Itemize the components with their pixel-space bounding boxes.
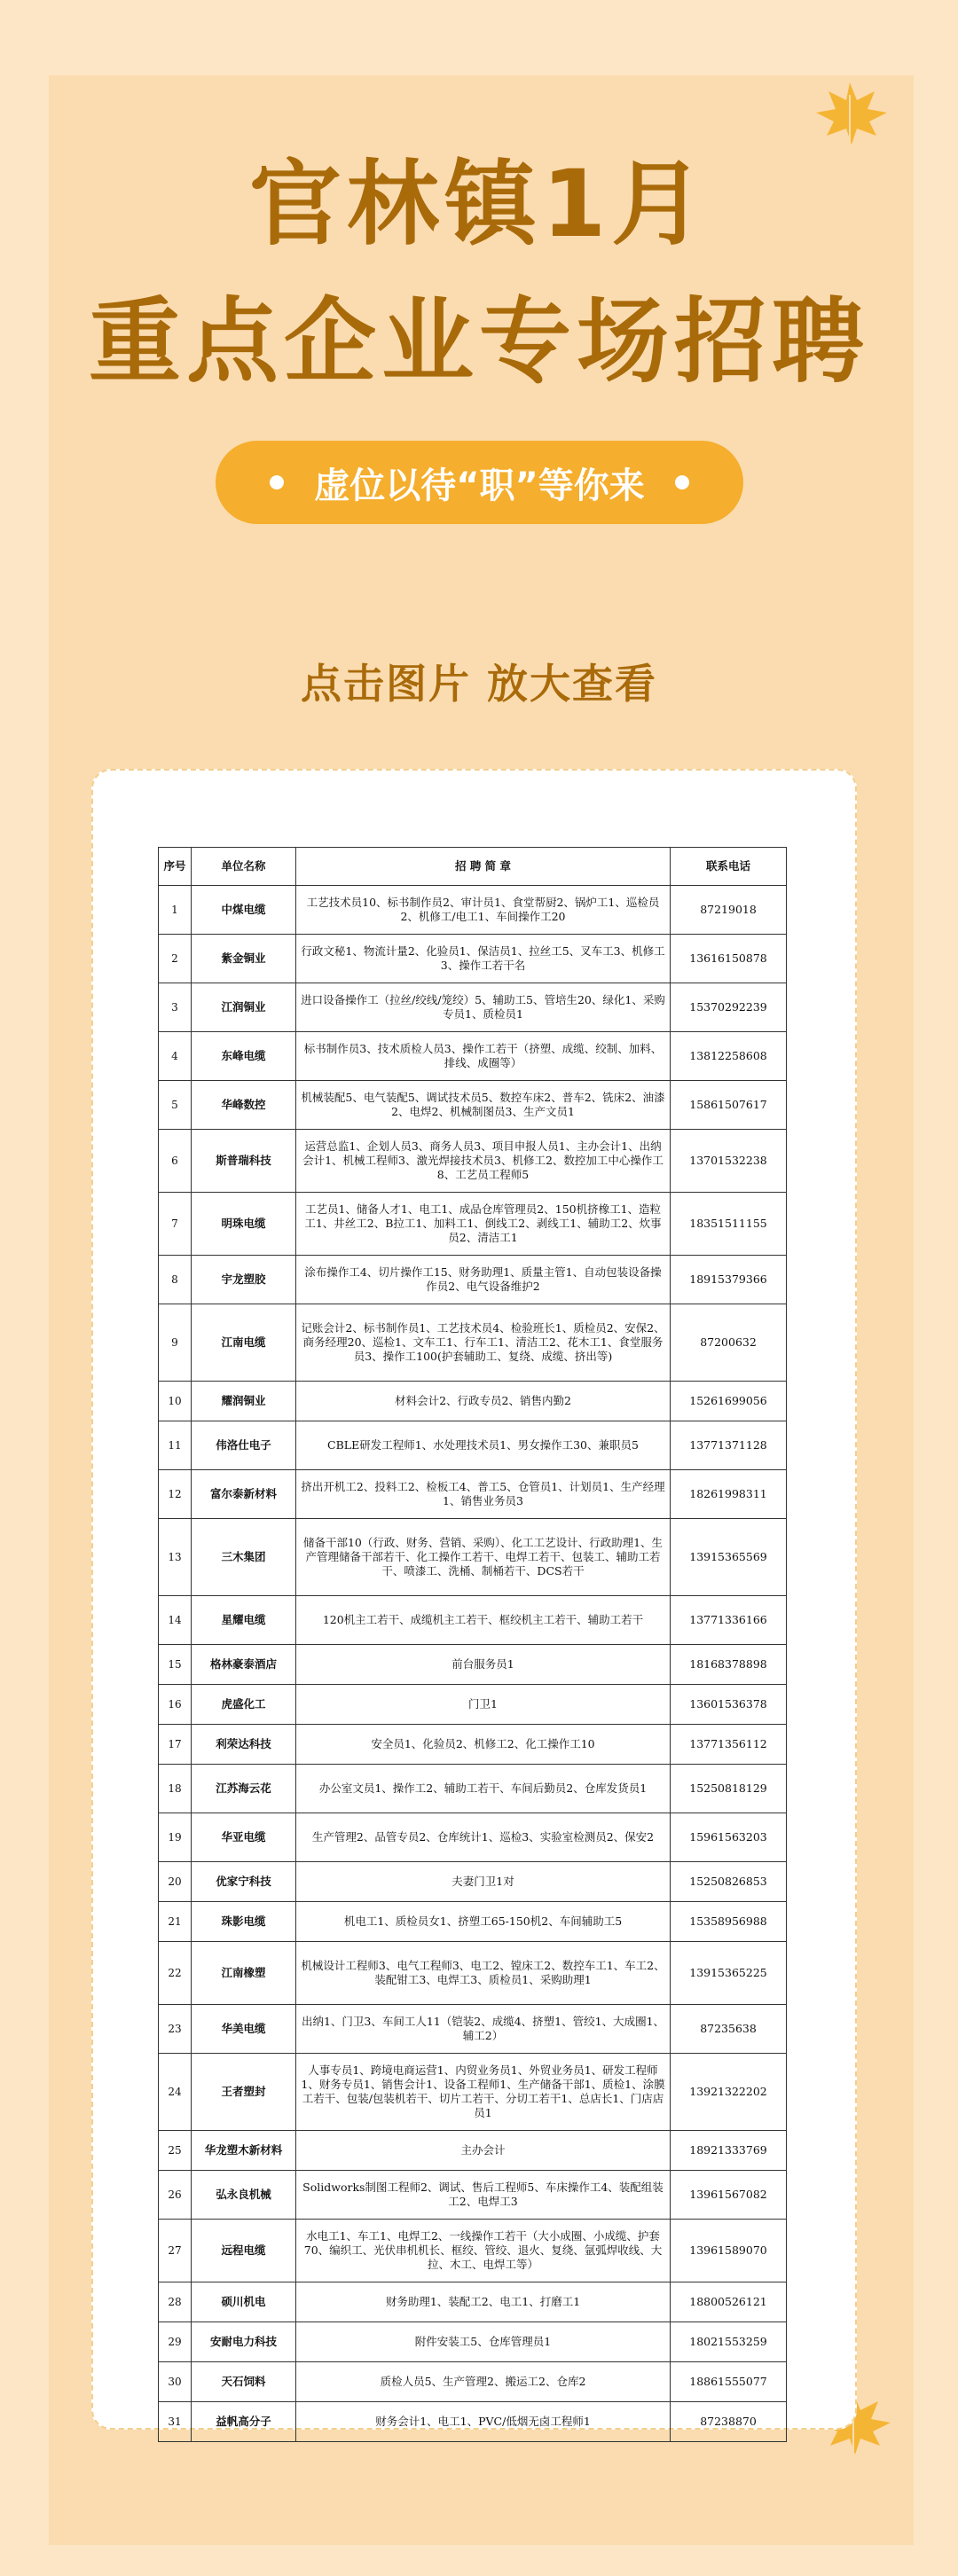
- page-title-line1: 官林镇1月: [248, 150, 710, 258]
- zoom-hint: 点击图片 放大查看: [300, 660, 657, 708]
- company-name: 虎盛化工: [192, 1685, 296, 1725]
- row-number: 14: [159, 1596, 192, 1645]
- contact-phone: 18168378898: [671, 1645, 787, 1685]
- row-number: 22: [159, 1942, 192, 2005]
- dot-icon: [270, 475, 284, 489]
- row-number: 10: [159, 1382, 192, 1421]
- column-header-phone: 联系电话: [671, 848, 787, 886]
- table-row: [159, 2005, 787, 2054]
- recruitment-charter: 120机主工若干、成缆机主工若干、框绞机主工若干、辅助工若干: [296, 1596, 671, 1645]
- company-name: 江南橡塑: [192, 1942, 296, 2005]
- recruitment-charter: 人事专员1、跨境电商运营1、内贸业务员1、外贸业务员1、研发工程师1、财务专员1、销售会计1、设备工程师1、生产储备干部1、质检1、涂膜工若干、包装/包装机若干、切片工若干、分切工若干1、总店长1、门店店员1: [296, 2054, 671, 2131]
- company-name: 华峰数控: [192, 1081, 296, 1130]
- column-header-charter: 招 聘 简 章: [296, 848, 671, 886]
- row-number: 28: [159, 2282, 192, 2322]
- company-name: 弘永良机械: [192, 2171, 296, 2220]
- table-row: [159, 935, 787, 983]
- recruitment-charter: 记账会计2、标书制作员1、工艺技术员4、检验班长1、质检员2、安保2、商务经理20、巡检1、文车工1、行车工1、清洁工2、花木工1、食堂服务员3、操作工100(护套辅助工、复绕、成缆、挤出等): [296, 1304, 671, 1382]
- table-row: [159, 1130, 787, 1193]
- row-number: 9: [159, 1304, 192, 1382]
- company-name: 珠影电缆: [192, 1902, 296, 1942]
- recruitment-charter: 行政文秘1、物流计量2、化验员1、保洁员1、拉丝工5、叉车工3、机修工3、操作工若干名: [296, 935, 671, 983]
- recruitment-charter: 储备干部10（行政、财务、营销、采购）、化工工艺设计、行政助理1、生产管理储备干部若干、化工操作工若干、电焊工若干、包装工、辅助工若干、喷漆工、洗桶、制桶若干、DCS若干: [296, 1519, 671, 1596]
- table-row: [159, 1725, 787, 1765]
- table-row: [159, 1596, 787, 1645]
- row-number: 29: [159, 2322, 192, 2362]
- page-title-line2: 重点企业专场招聘: [88, 287, 869, 395]
- row-number: 16: [159, 1685, 192, 1725]
- table-row: [159, 983, 787, 1032]
- table-row: [159, 1470, 787, 1519]
- table-row: [159, 2282, 787, 2322]
- company-name: 天石饲料: [192, 2362, 296, 2402]
- recruitment-charter: 运营总监1、企划人员3、商务人员3、项目申报人员1、主办会计1、出纳会计1、机械工程师3、激光焊接技术员3、机修工2、数控加工中心操作工8、工艺员工程师5: [296, 1130, 671, 1193]
- table-row: [159, 1421, 787, 1470]
- table-row: [159, 1304, 787, 1382]
- contact-phone: 18261998311: [671, 1470, 787, 1519]
- column-header-company: 单位名称: [192, 848, 296, 886]
- row-number: 30: [159, 2362, 192, 2402]
- recruitment-charter: 工艺员1、储备人才1、电工1、成品仓库管理员2、150机挤橡工1、造粒工1、井丝工2、B拉工1、加料工1、倒线工2、剥线工1、辅助工2、炊事员2、清洁工1: [296, 1193, 671, 1256]
- table-row: [159, 1519, 787, 1596]
- row-number: 6: [159, 1130, 192, 1193]
- contact-phone: 13961589070: [671, 2220, 787, 2282]
- table-row: [159, 1382, 787, 1421]
- recruitment-charter: 门卫1: [296, 1685, 671, 1725]
- table-row: [159, 1081, 787, 1130]
- table-row: [159, 1765, 787, 1813]
- company-name: 王者塑封: [192, 2054, 296, 2131]
- contact-phone: 15961563203: [671, 1813, 787, 1862]
- slogan-pill: [216, 441, 743, 524]
- company-name: 华美电缆: [192, 2005, 296, 2054]
- table-row: [159, 2131, 787, 2171]
- company-name: 耀润铜业: [192, 1382, 296, 1421]
- recruitment-charter: 挤出开机工2、投料工2、检板工4、普工5、仓管员1、计划员1、生产经理1、销售业务员3: [296, 1470, 671, 1519]
- row-number: 2: [159, 935, 192, 983]
- recruitment-charter: 工艺技术员10、标书制作员2、审计员1、食堂帮厨2、锅炉工1、巡检员2、机修工/电工1、车间操作工20: [296, 886, 671, 935]
- row-number: 7: [159, 1193, 192, 1256]
- table-row: [159, 1193, 787, 1256]
- recruitment-table: [158, 847, 787, 2442]
- table-row: [159, 2362, 787, 2402]
- company-name: 华龙塑木新材料: [192, 2131, 296, 2171]
- recruitment-charter: 办公室文员1、操作工2、辅助工若干、车间后勤员2、仓库发货员1: [296, 1765, 671, 1813]
- contact-phone: 18921333769: [671, 2131, 787, 2171]
- contact-phone: 13915365569: [671, 1519, 787, 1596]
- company-name: 利荣达科技: [192, 1725, 296, 1765]
- recruitment-charter: 材料会计2、行政专员2、销售内勤2: [296, 1382, 671, 1421]
- contact-phone: 87235638: [671, 2005, 787, 2054]
- row-number: 19: [159, 1813, 192, 1862]
- table-row: [159, 2171, 787, 2220]
- contact-phone: 87238870: [671, 2402, 787, 2442]
- contact-phone: 13701532238: [671, 1130, 787, 1193]
- table-row: [159, 1645, 787, 1685]
- row-number: 26: [159, 2171, 192, 2220]
- contact-phone: 13601536378: [671, 1685, 787, 1725]
- contact-phone: 13812258608: [671, 1032, 787, 1081]
- column-header-no: 序号: [159, 848, 192, 886]
- company-name: 安耐电力科技: [192, 2322, 296, 2362]
- company-name: 江南电缆: [192, 1304, 296, 1382]
- table-row: [159, 2322, 787, 2362]
- row-number: 1: [159, 886, 192, 935]
- contact-phone: 18021553259: [671, 2322, 787, 2362]
- recruitment-charter: 机电工1、质检员女1、挤塑工65-150机2、车间辅助工5: [296, 1902, 671, 1942]
- table-row: [159, 1685, 787, 1725]
- contact-phone: 13616150878: [671, 935, 787, 983]
- contact-phone: 15861507617: [671, 1081, 787, 1130]
- company-name: 明珠电缆: [192, 1193, 296, 1256]
- contact-phone: 87200632: [671, 1304, 787, 1382]
- company-name: 宇龙塑胶: [192, 1256, 296, 1304]
- contact-phone: 15250818129: [671, 1765, 787, 1813]
- table-row: [159, 2220, 787, 2282]
- row-number: 13: [159, 1519, 192, 1596]
- table-row: [159, 1862, 787, 1902]
- contact-phone: 15370292239: [671, 983, 787, 1032]
- contact-phone: 13915365225: [671, 1942, 787, 2005]
- recruitment-charter: 质检人员5、生产管理2、搬运工2、仓库2: [296, 2362, 671, 2402]
- company-name: 富尔泰新材料: [192, 1470, 296, 1519]
- company-name: 紫金铜业: [192, 935, 296, 983]
- row-number: 12: [159, 1470, 192, 1519]
- row-number: 27: [159, 2220, 192, 2282]
- company-name: 东峰电缆: [192, 1032, 296, 1081]
- recruitment-charter: 附件安装工5、仓库管理员1: [296, 2322, 671, 2362]
- contact-phone: 13921322202: [671, 2054, 787, 2131]
- row-number: 18: [159, 1765, 192, 1813]
- recruitment-charter: Solidworks制图工程师2、调试、售后工程师5、车床操作工4、装配组装工2、电焊工3: [296, 2171, 671, 2220]
- recruitment-charter: 财务助理1、装配工2、电工1、打磨工1: [296, 2282, 671, 2322]
- recruitment-charter: 涂布操作工4、切片操作工15、财务助理1、质量主管1、自动包装设备操作员2、电气设备维护2: [296, 1256, 671, 1304]
- contact-phone: 15358956988: [671, 1902, 787, 1942]
- contact-phone: 13961567082: [671, 2171, 787, 2220]
- table-row: [159, 1032, 787, 1081]
- recruitment-charter: 主办会计: [296, 2131, 671, 2171]
- row-number: 5: [159, 1081, 192, 1130]
- company-name: 江润铜业: [192, 983, 296, 1032]
- company-name: 江苏海云花: [192, 1765, 296, 1813]
- recruitment-charter: 安全员1、化验员2、机修工2、化工操作工10: [296, 1725, 671, 1765]
- recruitment-charter: 水电工1、车工1、电焊工2、一线操作工若干（大小成圈、小成缆、护套70、编织工、光伏串机机长、框绞、管绞、退火、复绕、氩弧焊收线、大拉、木工、电焊工等）: [296, 2220, 671, 2282]
- company-name: 优家宁科技: [192, 1862, 296, 1902]
- dot-icon: [675, 475, 689, 489]
- contact-phone: 15250826853: [671, 1862, 787, 1902]
- contact-phone: 13771356112: [671, 1725, 787, 1765]
- contact-phone: 13771336166: [671, 1596, 787, 1645]
- row-number: 24: [159, 2054, 192, 2131]
- recruitment-charter: 前台服务员1: [296, 1645, 671, 1685]
- contact-phone: 15261699056: [671, 1382, 787, 1421]
- contact-phone: 18351511155: [671, 1193, 787, 1256]
- table-row: [159, 1902, 787, 1942]
- contact-phone: 87219018: [671, 886, 787, 935]
- table-row: [159, 1256, 787, 1304]
- company-name: 斯普瑞科技: [192, 1130, 296, 1193]
- table-row: [159, 1942, 787, 2005]
- contact-phone: 13771371128: [671, 1421, 787, 1470]
- company-name: 伟洛仕电子: [192, 1421, 296, 1470]
- row-number: 15: [159, 1645, 192, 1685]
- row-number: 11: [159, 1421, 192, 1470]
- table-row: [159, 2402, 787, 2442]
- table-row: [159, 2054, 787, 2131]
- company-name: 星耀电缆: [192, 1596, 296, 1645]
- recruitment-charter: CBLE研发工程师1、水处理技术员1、男女操作工30、兼职员5: [296, 1421, 671, 1470]
- company-name: 益帆高分子: [192, 2402, 296, 2442]
- row-number: 17: [159, 1725, 192, 1765]
- contact-phone: 18800526121: [671, 2282, 787, 2322]
- recruitment-charter: 机械设计工程师3、电气工程师3、电工2、镗床工2、数控车工1、车工2、装配钳工3、电焊工3、质检员1、采购助理1: [296, 1942, 671, 2005]
- recruitment-charter: 出纳1、门卫3、车间工人11（铠装2、成缆4、挤塑1、管绞1、大成圈1、辅工2）: [296, 2005, 671, 2054]
- company-name: 三木集团: [192, 1519, 296, 1596]
- company-name: 华亚电缆: [192, 1813, 296, 1862]
- company-name: 格林豪泰酒店: [192, 1645, 296, 1685]
- row-number: 4: [159, 1032, 192, 1081]
- recruitment-charter: 夫妻门卫1对: [296, 1862, 671, 1902]
- row-number: 23: [159, 2005, 192, 2054]
- recruitment-charter: 生产管理2、品管专员2、仓库统计1、巡检3、实验室检测员2、保安2: [296, 1813, 671, 1862]
- table-row: [159, 1813, 787, 1862]
- company-name: 远程电缆: [192, 2220, 296, 2282]
- slogan-text: 虚位以待“职”等你来: [314, 465, 645, 506]
- maple-leaf-icon: [805, 75, 894, 146]
- row-number: 20: [159, 1862, 192, 1902]
- recruitment-charter: 进口设备操作工（拉丝/绞线/笼绞）5、辅助工5、管培生20、绿化1、采购专员1、质检员1: [296, 983, 671, 1032]
- row-number: 3: [159, 983, 192, 1032]
- company-name: 硕川机电: [192, 2282, 296, 2322]
- row-number: 31: [159, 2402, 192, 2442]
- row-number: 21: [159, 1902, 192, 1942]
- table-header-row: [159, 848, 787, 886]
- company-name: 中煤电缆: [192, 886, 296, 935]
- row-number: 25: [159, 2131, 192, 2171]
- contact-phone: 18861555077: [671, 2362, 787, 2402]
- contact-phone: 18915379366: [671, 1256, 787, 1304]
- recruitment-charter: 财务会计1、电工1、PVC/低烟无卤工程师1: [296, 2402, 671, 2442]
- row-number: 8: [159, 1256, 192, 1304]
- table-row: [159, 886, 787, 935]
- recruitment-charter: 标书制作员3、技术质检人员3、操作工若干（挤塑、成缆、绞制、加料、排线、成圈等）: [296, 1032, 671, 1081]
- recruitment-charter: 机械装配5、电气装配5、调试技术员5、数控车床2、普车2、铣床2、油漆2、电焊2、机械制图员3、生产文员1: [296, 1081, 671, 1130]
